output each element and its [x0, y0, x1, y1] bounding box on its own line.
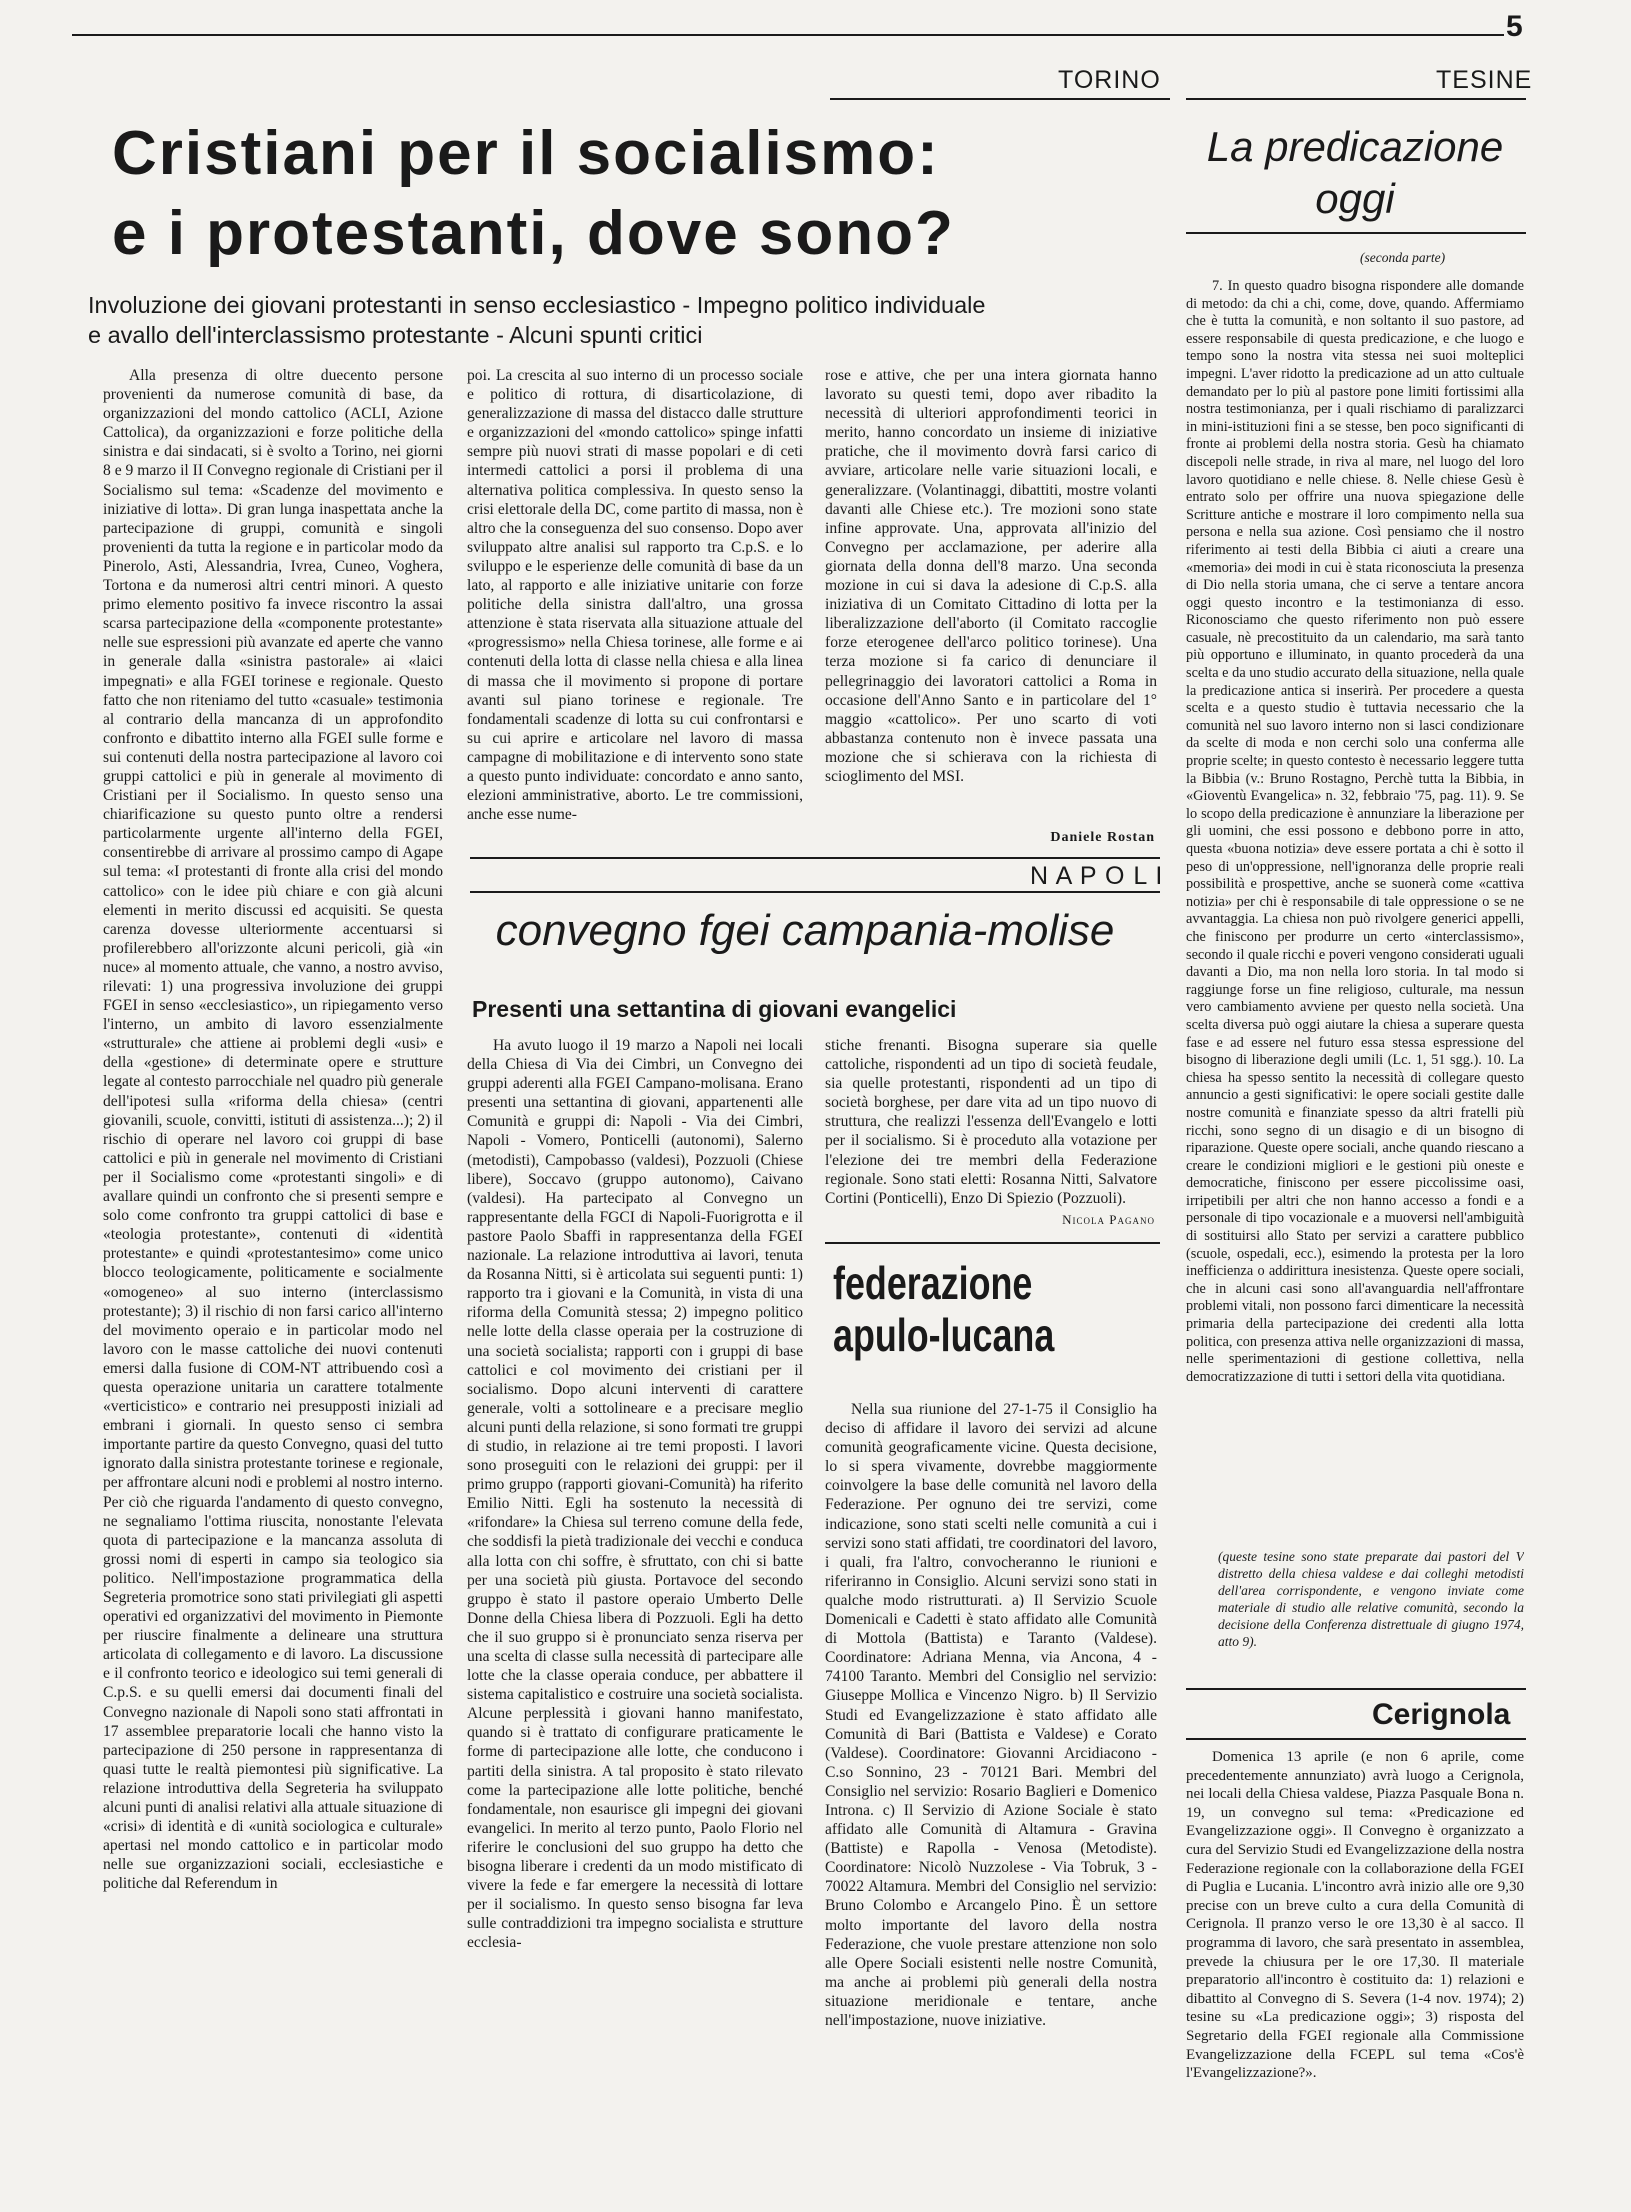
- cerignola-bottom-rule: [1186, 1738, 1526, 1740]
- napoli-col1-text: Ha avuto luogo il 19 marzo a Napoli nei locali della Chiesa di Via dei Cimbri, un Convegno dei gruppi aderenti alla FGEI Campano-molisana. Erano presenti una settantina di giovani, appartenenti alle Comunità e gruppi di: Napoli - Via dei Cimbri, Napoli - Vomero, Ponticelli (autonomi), Salerno (metodisti), Campobasso (valdesi), Pozzuoli (Chiese libere), Soccavo (gruppo autonomo), Caivano (valdesi). Ha partecipato al Convegno un rappresentante della FGCI di Napoli-Fuorigrotta e il pastore Paolo Sbaffi in rappresentanza della FGEI nazionale. La relazione introduttiva ai lavori, tenuta da Rosanna Nitti, si è articolata sui seguenti punti: 1) rapporto tra i giovani e la Comunità, in vista di una riforma della Comunità stessa; 2) impegno politico nelle lotte della classe operaia per la costruzione di una società socialista; rapporti con i gruppi di base cattolici e col movimento dei cristiani per il socialismo. Dopo alcuni interventi di carattere generale, volti a sottolineare e a precisare meglio alcuni punti della relazione, si sono formati tre gruppi di studio, in relazione ai tre temi proposti. I lavori sono proseguiti con le relazioni dei gruppi: per il primo gruppo (rapporti giovani-Comunità) ha riferito Emilio Nitti. Egli ha sostenuto la necessità di «rifondare» la Chiesa sul terreno comune della fede, che soddisfi la pietà tradizionale dei vecchi e conduca alla lotta con chi soffre, è sfruttato, con chi si batte per una società più giusta. Portavoce del secondo gruppo è stato il pastore operaio Umberto Delle Donne della Chiesa libera di Pozzuoli. Egli ha detto che il suo gruppo si è pronunciato senza riserva per una scelta di classe sulla necessità di partecipare alle lotte che la classe operaia conduce, per abbattere il sistema capitalistico e costruire una società socialista. Alcune perplessità i giovani hanno manifestato, quando si è trattato di configurare praticamente le forme di partecipazione alle lotte, che conducono i partiti della sinistra. A tal proposito è stato rilevato come la partecipazione alle lotte politiche, benché fondamentale, non esaurisce gli impegni dei giovani evangelici. In merito al terzo punto, Paolo Florio nel riferire le conclusioni del suo gruppo ha detto che bisogna liberare i credenti da un modo mistificato di vivere la fede e far emergere la necessità di lottare per il socialismo. In questo senso bisogna far leva sulle contraddizioni tra impegno socialista e strutture ecclesia-: [467, 1037, 803, 1952]
- cerignola-top-rule: [1186, 1688, 1526, 1690]
- main-article-col1: [103, 366, 443, 2172]
- federazione-rule: [825, 1242, 1160, 1244]
- tesine-body: [1186, 278, 1524, 1546]
- main-article-col3: [825, 366, 1157, 831]
- main-deck-line2: e avallo dell'interclassismo protestante - Alcuni spunti critici: [88, 322, 703, 348]
- tesine-headline-line2: oggi: [1315, 175, 1395, 222]
- main-article-col2-text: poi. La crescita al suo interno di un processo sociale e politico di rottura, di disarticolazione, di generalizzazione di massa del distacco dalle strutture e organizzazioni del «mondo cattolico» spinge infatti sempre più nuovi strati di masse popolari e di ceti intermedi cattolici a porsi il problema di una alternativa politica complessiva. In questo senso la crisi elettorale della DC, come partito di massa, non è altro che la conseguenza del suo consenso. Dopo aver sviluppato altre analisi sul rapporto tra C.p.S. e lo sviluppo e le esperienze delle comunità di base da un lato, al rapporto e alle iniziative unitarie con forze politiche della sinistra dall'altro, una grossa attenzione è stata riservata alla situazione attuale del «progressismo» nella Chiesa torinese, alle forme e ai contenuti della lotta di classe nella chiesa e alla linea di massa che il movimento si propone di portare avanti sul piano torinese e regionale. Tre fondamentali scadenze di lotta su cui confrontarsi e su cui aprire e articolare nel lavoro di massa campagne di mobilitazione e di intervento sono state a questo punto individuate: concordato e anno santo, elezioni amministrative, aborto. Le tre commissioni, anche esse nume-: [467, 367, 803, 824]
- napoli-col2-text: stiche frenanti. Bisogna superare sia quelle cattoliche, rispondenti ad un tipo di società feudale, sia quelle protestanti, rispondenti ad un tipo di società borghese, per dare vita ad un tipo nuovo di struttura, che realizzi l'essenza dell'Evangelo e lotti per il socialismo. Si è proceduto alla votazione per l'elezione dei tre membri della Federazione regionale. Sono stati eletti: Rosanna Nitti, Salvatore Cortini (Ponticelli), Enzo Di Spiezio (Pozzuoli).: [825, 1037, 1157, 1207]
- tesine-part-label: (seconda parte): [1360, 250, 1446, 265]
- napoli-signature: Nicola Pagano: [1062, 1212, 1155, 1227]
- section-label-torino: TORINO: [1058, 66, 1161, 94]
- tesine-headline-line1: La predicazione: [1206, 123, 1504, 170]
- tesine-footnote: [1218, 1548, 1524, 1684]
- section-label-tesine: TESINE: [1436, 66, 1533, 94]
- napoli-label-rule: [470, 891, 1160, 893]
- main-headline-line1: Cristiani per il socialismo:: [112, 119, 940, 188]
- tesine-rule: [1186, 98, 1526, 100]
- main-article-col3-text: rose e attive, che per una intera giornata hanno lavorato su questi temi, dopo aver ribadito la necessità di ulteriori approfondimenti teorici in merito, hanno concordato un insieme di iniziative pratiche, che il movimento dovrà farsi carico di avviare, articolare nelle varie situazioni locali, e generalizzare. (Volantinaggi, dibattiti, mostre volanti davanti alle Chiese etc.). Tre mozioni sono state infine approvate. Una, approvata all'inizio del Convegno per acclamazione, per aderire alla giornata della donna dell'8 marzo. Una seconda mozione in cui si dava la adesione di C.p.S. alla iniziativa di un Comitato Cittadino di lotta per la liberalizzazione dell'aborto (il Comitato raccoglie forze eterogenee dell'arco politico torinese). Una terza mozione si fa carico di denunciare il pellegrinaggio dei lavoratori cattolici a Roma in occasione dell'Anno Santo e in particolare del 1° maggio «cattolico». Per uno scarto di voti abbastanza contenuto non è invece passata una mozione che si schierava con la richiesta di scioglimento del MSI.: [825, 367, 1157, 785]
- napoli-subhead: Presenti una settantina di giovani evangelici: [472, 996, 957, 1022]
- main-article-col2: [467, 366, 803, 851]
- federazione-headline-line2: apulo-lucana: [833, 1309, 1055, 1361]
- main-article-col1-text: Alla presenza di oltre duecento persone provenienti da numerose comunità di base, da organizzazioni del mondo cattolico (ACLI, Azione Cattolica), da organizzazioni e forze politiche della sinistra e dai sindacati, si è svolto a Torino, nei giorni 8 e 9 marzo il II Convegno regionale di Cristiani per il Socialismo sul tema: «Scadenze del movimento e iniziative di lotta». Di gran lunga inaspettata anche la partecipazione di gruppi, comunità e singoli provenienti da tutta la regione e in particolar modo da Pinerolo, Asti, Alessandria, Ivrea, Cuneo, Voghera, Tortona e da numerosi altri centri minori. A questo primo elemento positivo fa invece riscontro la assai scarsa partecipazione della «componente protestante» nelle sue espressioni più avanzate ed aperte che vanno in generale dalla «sinistra pastorale» ai «laici impegnati» e alla FGEI torinese e regionale. Questo fatto che non riteniamo del tutto «casuale» testimonia al contrario della mancanza di un approfondito confronto e dibattito interno alla FGEI sulle forme e sui contenuti della nostra partecipazione al lavoro coi gruppi cattolici e più in generale al movimento di Cristiani per il Socialismo. In questo senso una chiarificazione su questo punto oltre a rendersi particolarmente urgente all'interno della FGEI, consentirebbe di arrivare al prossimo campo di Agape sul tema: «I protestanti di fronte alla crisi del mondo cattolico» con le idee più chiare e con già alcuni elementi in merito discussi ed acquisiti. Se questa carenza dovesse ulteriormente accentuarsi si profilerebbero all'orizzonte alcuni pericoli, già «in nuce» al momento attuale, che vanno, a nostro avviso, rilevati: 1) una progressiva involuzione dei gruppi FGEI in senso «ecclesiastico», un ripiegamento verso l'interno, un ambito di lavoro essenzialmente «strutturale» che attiene ai problemi degli «usi» e della «gestione» di determinate opere e strutture legate al contesto parrocchiale nel quadro più generale dell'ipotesi sulla «riforma della chiesa» (centri giovanili, scuole, convitti, istituti di assistenza...); 2) il rischio di operare nel lavoro coi gruppi di base cattolici e più in generale nel movimento di Cristiani per il Socialismo come «protestanti singoli» e di avallare quindi un confronto che si presenti sempre e solo come confronto tra gruppi cattolici di base e «teologia protestante», contenuti di «identità protestante» e quindi «protestantesimo» come unico blocco teologicamente, politicamente e socialmente «omogeneo» al suo interno (interclassismo protestante); 3) il rischio di non farsi carico all'interno del movimento operaio e in particolar modo nel lavoro con le masse cattoliche dei nuovi contenuti emersi dalla fusione di COM-NT attribuendo così a questa operazione unitaria un carattere totalmente «verticistico» e contrario nei presupposti iniziali ad embrani i giornali. In questo senso ci sembra importante partire da questo Convegno, quasi del tutto ignorato dalla sinistra protestante torinese e regionale, per affrontare alcuni nodi e problemi al nostro interno. Per ciò che riguarda l'andamento di questo convegno, ne segnaliamo l'ottima riuscita, nonostante l'elevata quota di partecipazione e la mancanza assoluta di grossi nomi di esperti in campo sia teologico sia politico. Nell'impostazione programmatica della Segreteria promotrice sono stati privilegiati gli aspetti operativi ed organizzativi del movimento in Piemonte per riuscire finalmente a delineare una struttura articolata di collegamento e di lavoro. La discussione e il confronto teorico e ideologico sui temi generali di C.p.S. e su quelli emersi dai documenti finali del Convegno nazionale di Napoli sono stati affrontati in 17 assemblee preparatorie locali che hanno visto la partecipazione di 250 persone in rappresentanza di quasi tutte le realtà piemontesi più significative. La relazione introduttiva della Segreteria ha sviluppato alcuni punti di analisi relativi alla attuale situazione di «crisi» di identità e di «unità sociologica e culturale» apertasi nel mondo cattolico e in particolar modo nelle sue organizzazioni sociali, ecclesiastiche e politiche dal Referendum in: [103, 367, 443, 1893]
- tesine-head-rule: [1186, 232, 1526, 234]
- main-signature: Daniele Rostan: [1050, 830, 1155, 845]
- napoli-col1: [467, 1036, 803, 2172]
- cerignola-body: [1186, 1748, 1524, 2172]
- section-label-napoli: N A P O L I: [1030, 862, 1164, 890]
- tesine-body-text: 7. In questo quadro bisogna rispondere alle domande di metodo: da chi a chi, come, dove, quando. Affermiamo che è tutta la comunità, e non soltanto il suo pastore, ad essere responsabile di questa predicazione, e che luogo e tempo sono la nostra vita stessa nei suoi molteplici impegni. L'aver ridotto la predicazione ad un atto cultuale demandato per lo più al pastore pone limiti fortissimi alla nostra testimonianza, per i quali rischiamo di paralizzarci in mini-istituzioni fini a se stesse, ben poco significanti di fronte ai problemi della nostra storia. Gesù ha chiamato discepoli nelle strade, in riva al mare, nel luogo del loro lavoro quotidiano e nelle chiese. 8. Nelle chiese Gesù è entrato solo per offrire una nuova spiegazione delle Scritture antiche e mostrare il loro compimento nella sua persona e nella sua azione. Così pensiamo che il nostro riferimento ai testi della Bibbia ci aiuti a creare una «memoria» dei modi in cui è stata riconosciuta la presenza di Dio nella storia umana, che ci serve a tentare ancora oggi questo incontro e la testimonianza di esso. Riconosciamo che questo riferimento non può essere casuale, nè precostituito da un calendario, ma sarà tanto più opportuno e illuminato, in quanto procederà da una scelta e da uno studio accurato della situazione, nella quale la predicazione antica si inserirà. Per procedere a questa scelta e a questo studio è tuttavia necessario che la comunità nel suo lavoro interno non si lasci condizionare da scelte di moda e non cerchi solo una conferma alle proprie scelte; in questo contesto è necessario leggere tutta la Bibbia (v.: Bruno Rostagno, Perchè tutta la Bibbia, in «Gioventù Evangelica» n. 32, febbraio '75, pag. 11). 9. Se lo scopo della predicazione è annunziare la liberazione per gli uomini, che essi possono e debbono porre in atto, questa «buona notizia» deve essere portata a chi è sotto il peso di un'oppressione, nell'ignoranza delle proprie reali possibilità e prospettive, anche se suonerà come «cattiva notizia» per chi è responsabile di tale oppressione o se ne avvantaggia. La chiesa non può rivolgere generici appelli, che finiscono per produrre un certo «interclassismo», secondo il quale ricchi e poveri vengono considerati uguali davanti a Dio, ma non nella loro storia. In tal modo si raggiunge forse un fine religioso, culturale, ma nessun vero cambiamento avviene per questo nella società. Una scelta diversa può oggi aiutare la chiesa a superare questa fase e ad essere nel futuro essa stessa espressione del bisogno di liberazione degli umili (Lc. 1, 51 sgg.). 10. La chiesa ha spesso sentito la necessità di collegare questo annuncio a gesti significativi: le opere sociali gestite dalle nostre comunità e finanziate spesso da altri fratelli più ricchi, sono segno di un disagio e di un bisogno di riparazione. Queste opere sociali, anche quando riescano a creare le condizioni migliori e le gestioni più oneste e democratiche, finiscono per essere piccolissime oasi, irripetibili per altri che non hanno accesso a fondi e a personale di tipo vocazionale e a muoversi nell'ambiguità di sostituirsi allo Stato per servizi a carattere pubblico (scuole, ospedali, ecc.), esimendo la protesta per la loro inefficienza o addirittura inesistenza. Queste opere sociali, che in alcuni casi sono all'avanguardia nell'affrontare problemi vitali, non possono farci dimenticare la necessità primaria della partecipazione dei credenti alla lotta politica, con presenza attiva nelle organizzazioni di massa, nelle sperimentazioni di gestione collettiva, nella democratizzazione di tutti i settori della vita quotidiana.: [1186, 278, 1524, 1385]
- cerignola-headline: Cerignola: [1372, 1698, 1511, 1731]
- main-deck-line1: Involuzione dei giovani protestanti in senso ecclesiastico - Impegno politico individuale: [88, 292, 986, 318]
- federazione-headline-line1: federazione: [833, 1257, 1033, 1309]
- napoli-headline: convegno fgei campania-molise: [495, 906, 1115, 955]
- cerignola-body-text: Domenica 13 aprile (e non 6 aprile, come precedentemente annunziato) avrà luogo a Cerignola, nei locali della Chiesa valdese, Piazza Pasquale Bona n. 19, un convegno sul tema: «Predicazione ed Evangelizzazione oggi». Il Convegno è organizzato a cura del Servizio Studi ed Evangelizzazione della nostra Federazione regionale con la collaborazione della FGEI di Puglia e Lucania. L'incontro avrà inizio alle ore 9,30 precise con un breve culto a cura della Comunità di Cerignola. Il pranzo verso le ore 13,30 è al sacco. Il programma di lavoro, che sarà presentato in assemblea, prevede la chiusura per le ore 17,30. Il materiale preparatorio all'incontro è costituito da: 1) relazioni e dibattito al Convegno di S. Severa (1-4 nov. 1974); 2) tesine su «La predicazione oggi»; 3) risposta del Segretario della FGEI regionale alla Commissione Evangelizzazione della FCEPL sul tema «Cos'è l'Evangelizzazione?».: [1186, 1749, 1524, 2082]
- napoli-col2: [825, 1036, 1157, 1208]
- top-rule: [72, 34, 1504, 36]
- torino-rule: [830, 98, 1170, 100]
- federazione-body: [825, 1400, 1157, 2172]
- tesine-footnote-text: (queste tesine sono state preparate dai pastori del V distretto della chiesa valdese e dai colleghi metodisti dell'area corrispondente, e vengono inviate come materiale di studio alle relative comunità, secondo la decisione della Conferenza distrettuale di giugno 1974, atto 9).: [1218, 1549, 1524, 1649]
- federazione-body-text: Nella sua riunione del 27-1-75 il Consiglio ha deciso di affidare il lavoro dei servizi ad alcune comunità geograficamente vicine. Questa decisione, lo si spera vivamente, dovrebbe maggiormente coinvolgere la base delle comunità nel lavoro della Federazione. Per ognuno dei tre servizi, come indicazione, sono stati scelti nelle comunità a cui i servizi sono stati affidati, tre coordinatori del lavoro, i quali, fra l'altro, convocheranno le riunioni e riferiranno in Consiglio. Alcuni servizi sono stati in qualche modo ristrutturati. a) Il Servizio Scuole Domenicali e Cadetti è stato affidato alle Comunità di Mottola (Battista) e Taranto (Valdese). Coordinatore: Adriana Menna, via Ancona, 4 - 74100 Taranto. Membri del Consiglio nel servizio: Giuseppe Mollica e Vincenzo Nigro. b) Il Servizio Studi ed Evangelizzazione è stato affidato alle Comunità di Bari (Battista e Valdese) e Corato (Valdese). Coordinatore: Giovanni Arcidiacono - C.so Sonnino, 23 - 70121 Bari. Membri del Consiglio nel servizio: Rosario Baglieri e Domenico Introna. c) Il Servizio di Azione Sociale è stato affidato alle Comunità di Altamura - Gravina (Battiste) e Rapolla - Venosa (Metodiste). Coordinatore: Nicolò Nuzzolese - Via Tobruk, 3 - 70022 Altamura. Membri del Consiglio nel servizio: Bruno Colombo e Arcangelo Pino. È un settore molto importante del lavoro della nostra Federazione, che vuole prestare attenzione non solo alle Opere Sociali esistenti nelle nostre Comunità, ma anche ai problemi più generali della nostra situazione meridionale e tentare, anche nell'impostazione, nuove iniziative.: [825, 1401, 1157, 2029]
- page-number: 5: [1506, 10, 1523, 43]
- main-headline-line2: e i protestanti, dove sono?: [112, 199, 955, 268]
- napoli-top-rule: [470, 857, 1160, 859]
